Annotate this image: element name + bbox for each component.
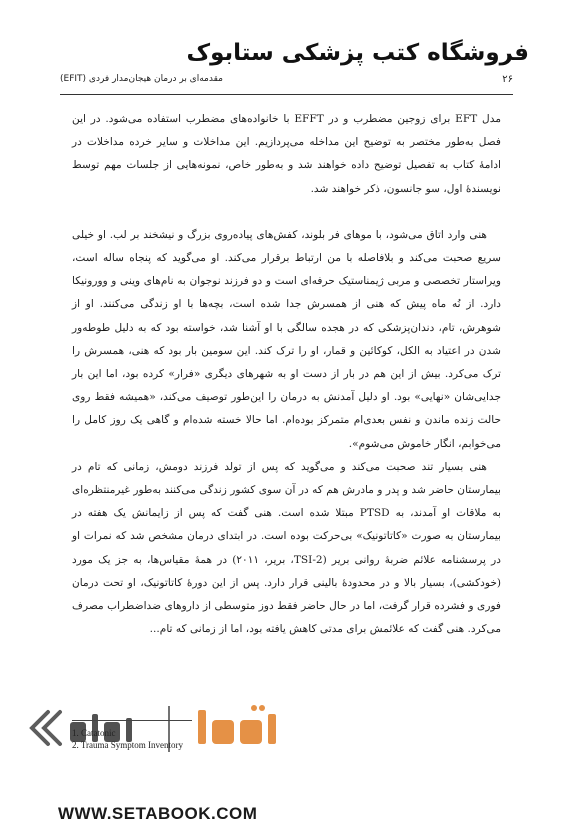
footnote-rule — [72, 720, 192, 721]
store-title: فروشگاه کتب پزشکی ستابوک — [186, 40, 529, 66]
footnote: 2. Trauma Symptom Inventory — [72, 740, 184, 750]
footnote: 1. Catatonic — [72, 728, 116, 738]
paragraph: مدل EFT برای زوجین مضطرب و در EFFT با خانواده‌های مضطرب استفاده می‌شود. در این فصل به‌طور مختصر به توضیح این مداخله می‌پردازیم. این مداخلات و سایر خرده مداخلات در ادامهٔ کتاب به تفصیل توضیح داده خواهند شد و به‌طور خاص، نمونه‌هایی از جلسات مهم توسط نویسندهٔ اول، سو جانسون، ذکر خواهند شد. — [72, 113, 501, 195]
body-text — [72, 108, 501, 641]
running-title: مقدمه‌ای بر درمان هیجان‌مدار فردی (EFIT) — [60, 74, 223, 84]
watermark-url: WWW.SETABOOK.COM — [58, 804, 258, 823]
footnotes — [72, 727, 183, 751]
paragraph: هنی بسیار تند صحبت می‌کند و می‌گوید که پس از تولد فرزند دومش، زمانی که تام در بیمارستان حاضر شد و پدر و مادرش هم که در آن سوی کشور زندگی می‌کنند به‌طور غیرمنتظره‌ای به ملاقات او آمدند، به PTSD مبتلا شده است. هنی گفت که پس از زایمانش یک هفته در بیمارستان به صورت «کاتاتونیک» بی‌حرکت بوده است. در ابتدای درمان مشخص شد که نمرات او در پرسشنامه علائم ضربهٔ روانی بریر (TSI-2، بریر، ۲۰۱۱) در همهٔ مقیاس‌ها، به جز یک مورد (خودکشی)، بسیار بالا و در محدودهٔ بالینی قرار دارد. پس از این دورهٔ کاتاتونیک، او تحت درمان فوری و فشرده قرار گرفت، اما در حال حاضر فقط دوز متوسطی از داروهای ضداضطراب مصرف می‌کرد. هنی گفت که علائمش برای مدتی کاهش یافته بود، اما از زمانی که تام... — [72, 460, 501, 636]
running-head — [60, 74, 513, 92]
page-number: ۲۶ — [502, 74, 513, 85]
header-rule — [60, 94, 513, 95]
paragraph: هنی وارد اتاق می‌شود، با موهای فر بلوند، کفش‌های پیاده‌روی بزرگ و نیشخند بر لب. او خیلی سریع صحبت می‌کند و بلافاصله با من ارتباط برقرار می‌کند. او می‌گوید که پنجاه ساله است، ویراستار تخصصی و مربی ژیمناستیک حرفه‌ای است و دو فرزند نوجوان به نام‌های وینی و وورونیکا دارد. از نُه ماه پیش که هنی از همسرش جدا شده است، بچه‌ها با او زندگی می‌کنند. او از شوهرش، تام، دندان‌پزشکی که در هجده سالگی با او آشنا شد، خواسته بود که به دلیل طوطه‌ور شدن در اعتیاد به الکل، کوکائین و قمار، او را ترک کند. این سومین بار بود که هنی، همسرش را ترک می‌کرد. بیش از این هم در بار از دست او به شهرهای دیگری «فرار» کرده بود، اما این بار جدایی‌شان «نهایی» بود. او دلیل آمدنش به درمان را این‌طور توصیف می‌کند، «همیشه فقط روی حالت زنده ماندن و نفس بعدی‌ام متمرکز بوده‌ام. اما حالا خسته شده‌ام و گاهی یک روز کامل را می‌خوابم، انگار خاموش می‌شوم». — [72, 228, 501, 450]
